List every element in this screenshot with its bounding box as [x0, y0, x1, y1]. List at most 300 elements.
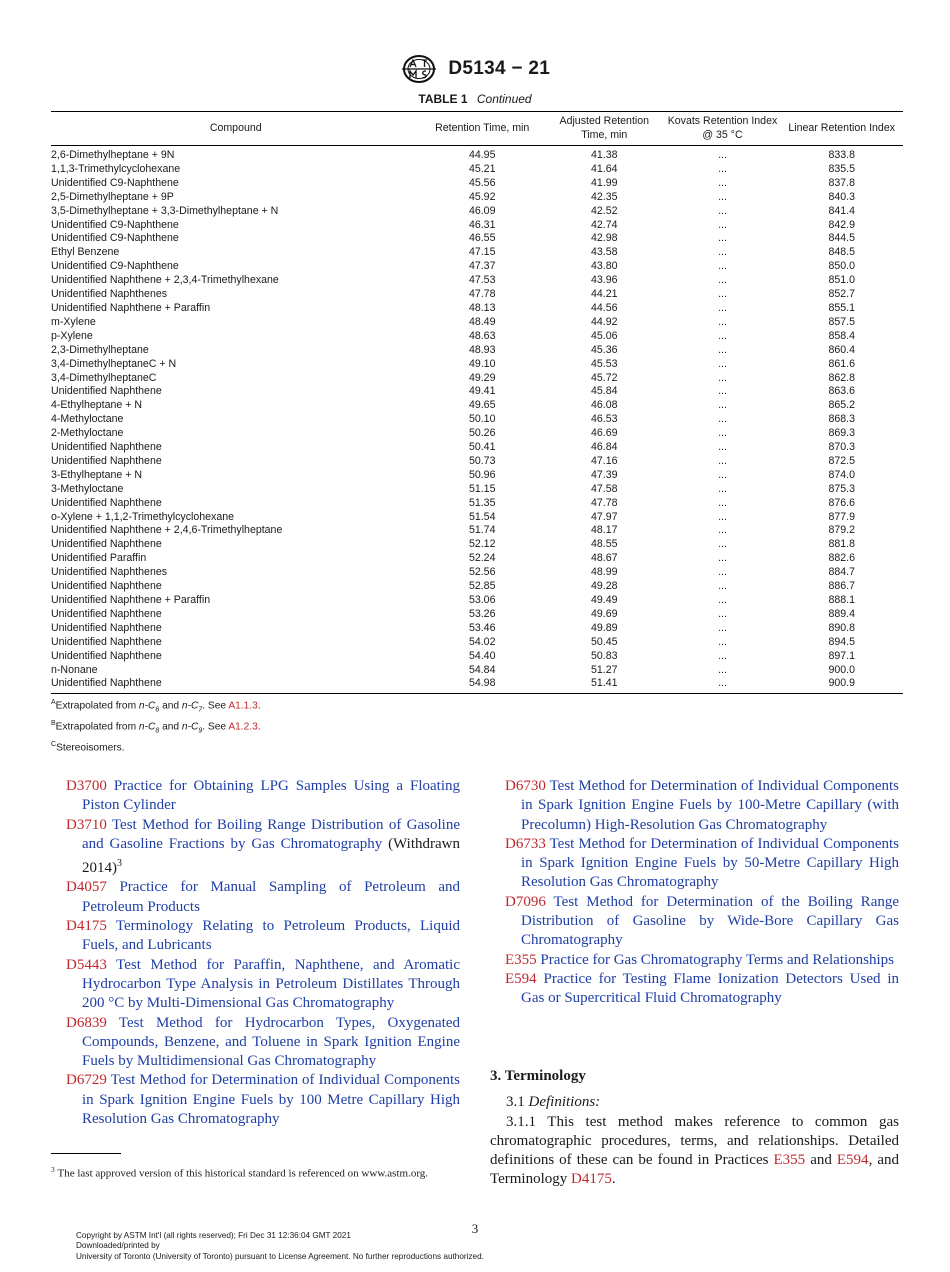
cell-rt: 51.74	[468, 524, 496, 537]
reference-code-link[interactable]: D6839	[66, 1014, 107, 1031]
cell-art: 51.41	[544, 677, 665, 693]
cell-art: 43.96	[591, 274, 618, 287]
link-d4175[interactable]: D4175	[571, 1171, 612, 1188]
table-row	[51, 566, 903, 580]
reference-title-link[interactable]: Practice for Testing Flame Ionization Detectors Used in Gas or Supercritical Fluid Chromatography	[521, 970, 899, 1007]
reference-code-link[interactable]: D7096	[505, 893, 546, 910]
cell-rt: 45.92	[468, 190, 496, 203]
cell-rt: 53.06	[468, 594, 496, 606]
table-header-row	[51, 112, 903, 146]
cell-lri: 886.7	[828, 580, 855, 593]
cell-rt: 54.02	[468, 635, 496, 648]
cell-lri: 881.8	[828, 538, 855, 551]
cell-lri: 882.6	[828, 552, 855, 565]
cell-kovats: ...	[718, 190, 727, 203]
cell-lri: 842.9	[828, 218, 855, 231]
cell-compound: Unidentified C9-Naphthene	[51, 260, 179, 273]
cell-kovats: ...	[718, 176, 727, 189]
table-row	[51, 469, 903, 483]
cell-kovats: ...	[718, 552, 727, 565]
table-row	[51, 483, 903, 497]
cell-kovats: ...	[718, 343, 727, 356]
link-e355[interactable]: E355	[773, 1152, 806, 1169]
cell-lri: 861.6	[828, 357, 855, 370]
cell-compound: Ethyl Benzene	[51, 246, 120, 259]
column-header: Compound	[51, 112, 420, 146]
cell-rt: 50.10	[468, 413, 496, 426]
cell-rt: 51.35	[468, 496, 496, 509]
reference-item	[66, 1014, 460, 1072]
cell-lri: 884.7	[828, 566, 855, 579]
cell-compound: Unidentified Naphthene	[51, 441, 162, 454]
cell-lri: 876.6	[828, 496, 855, 509]
cell-art: 44.92	[591, 315, 618, 328]
cell-rt: 45.21	[468, 162, 496, 175]
cell-art: 46.53	[591, 413, 618, 426]
table-note-b: $^B$Extrapolated from $n-C_8$ and $n-C_9$. See A1.2.3.	[51, 719, 261, 735]
cell-art: 43.58	[591, 246, 618, 259]
reference-item	[66, 956, 460, 1014]
cell-art: 48.99	[591, 566, 618, 579]
table-row	[51, 260, 903, 274]
table-row	[51, 636, 903, 650]
table-row	[51, 677, 903, 693]
footnote-divider	[51, 1153, 121, 1154]
cell-rt: 54.84	[468, 663, 496, 676]
cell-art: 45.84	[591, 385, 618, 398]
page-header	[0, 54, 950, 84]
cell-art: 42.74	[591, 218, 618, 231]
column-header: Retention Time, min	[420, 112, 543, 146]
cell-lri: 850.0	[828, 260, 855, 273]
cell-kovats: ...	[718, 315, 727, 328]
cell-rt: 47.53	[468, 274, 496, 287]
cell-rt: 53.26	[468, 607, 496, 620]
cell-art: 45.06	[591, 329, 618, 342]
cell-kovats: ...	[718, 649, 727, 662]
table-row	[51, 385, 903, 399]
table-row	[51, 344, 903, 358]
cell-rt: 48.49	[468, 315, 496, 328]
reference-item	[505, 893, 899, 951]
link-e594[interactable]: E594	[836, 1152, 869, 1169]
cell-compound: Unidentified Naphthene	[51, 385, 162, 398]
cell-rt: 54.40	[468, 649, 496, 662]
note-link-a1-1-3[interactable]: A1.1.3	[228, 700, 258, 712]
cell-art: 48.55	[591, 538, 618, 551]
cell-lri: 855.1	[828, 301, 855, 314]
table-row	[51, 274, 903, 288]
cell-kovats: ...	[718, 357, 727, 370]
table-row	[51, 524, 903, 538]
cell-rt: 46.09	[468, 204, 496, 217]
table-row	[51, 413, 903, 427]
table-row	[51, 232, 903, 246]
cell-rt: 49.29	[468, 371, 496, 384]
reference-title-link[interactable]: Practice for Manual Sampling of Petroleum and Petroleum Products	[82, 879, 460, 915]
reference-code-link[interactable]: E355	[505, 951, 537, 968]
cell-rt: 50.41	[468, 441, 496, 454]
cell-kovats: ...	[665, 677, 781, 693]
references-right-column	[505, 777, 899, 1009]
cell-lri: 833.8	[828, 149, 855, 161]
cell-compound: Unidentified C9-Naphthene	[51, 176, 179, 189]
reference-item	[66, 878, 460, 917]
cell-rt: 54.98	[420, 677, 543, 693]
cell-compound: Unidentified Naphthene	[51, 607, 162, 620]
cell-kovats: ...	[718, 510, 727, 523]
cell-rt: 48.63	[468, 329, 496, 342]
standard-designation: D5134 − 21	[448, 58, 551, 79]
cell-kovats: ...	[718, 635, 727, 648]
cell-art: 41.99	[591, 176, 618, 189]
cell-compound: Unidentified C9-Naphthene	[51, 218, 179, 231]
retention-table	[51, 111, 903, 694]
table-row	[51, 497, 903, 511]
cell-lri: 869.3	[828, 427, 855, 440]
cell-kovats: ...	[718, 524, 727, 537]
cell-kovats: ...	[718, 232, 727, 245]
cell-compound: Unidentified Naphthene	[51, 677, 420, 693]
table-row	[51, 580, 903, 594]
reference-title-link[interactable]: Test Method for Hydrocarbon Types, Oxygenated Compounds, Benzene, and Toluene in Spark Ignition Engine Fuels by Multidimensional Gas Chromatography	[82, 1014, 460, 1070]
definition-paragraph: 3.1.1 This test method makes reference to common gas chromatographic procedures, terms, and relationships. Detailed definitions of these can be found in Practices E355 and E594, and Terminology D4175.	[490, 1113, 899, 1188]
table-row	[51, 219, 903, 233]
cell-compound: 4-Ethylheptane + N	[51, 399, 142, 412]
cell-compound: n-Nonane	[51, 663, 98, 676]
cell-lri: 862.8	[828, 371, 855, 384]
table-row	[51, 146, 903, 163]
cell-compound: Unidentified Naphthene	[51, 496, 162, 509]
table-body	[51, 146, 903, 694]
cell-kovats: ...	[718, 288, 727, 301]
reference-code-link[interactable]: D6730	[505, 778, 546, 794]
cell-lri: 837.8	[828, 176, 855, 189]
reference-code-link[interactable]: D4057	[66, 879, 107, 896]
cell-lri: 851.0	[828, 274, 855, 287]
cell-compound: p-Xylene	[51, 329, 93, 342]
table-caption	[0, 92, 950, 106]
table-row	[51, 594, 903, 608]
cell-kovats: ...	[718, 260, 727, 273]
reference-item	[505, 970, 899, 1009]
reference-item	[66, 777, 460, 816]
table-row	[51, 316, 903, 330]
column-header: Adjusted Retention Time, min	[544, 112, 665, 146]
table-row	[51, 205, 903, 219]
cell-kovats: ...	[718, 663, 727, 676]
cell-compound: Unidentified Naphthenes	[51, 566, 168, 579]
reference-title-link[interactable]: Practice for Obtaining LPG Samples Using a Floating Piston Cylinder	[82, 778, 461, 814]
reference-title-link[interactable]: Test Method for Determination of Individual Components in Spark Ignition Engine Fuels by 100-Metre Capillary (with Precolumn) High-Resolution Gas Chromatography	[521, 778, 899, 833]
cell-art: 49.49	[591, 594, 618, 606]
cell-art: 48.17	[591, 524, 618, 537]
table-row	[51, 191, 903, 205]
references-left-column	[66, 777, 460, 1129]
cell-rt: 51.54	[468, 510, 496, 523]
cell-compound: 1,1,3-Trimethylcyclohexane	[51, 162, 181, 175]
table-row	[51, 246, 903, 260]
table-row	[51, 302, 903, 316]
cell-compound: 3-Ethylheptane + N	[51, 468, 142, 481]
reference-title-link[interactable]: Test Method for Boiling Range Distribution of Gasoline and Gasoline Fractions by Gas Chromatography	[82, 816, 461, 852]
table-row	[51, 427, 903, 441]
cell-lri: 863.6	[828, 385, 855, 398]
cell-rt: 49.41	[468, 385, 496, 398]
reference-item	[505, 777, 899, 835]
cell-lri: 894.5	[828, 635, 855, 648]
cell-art: 45.53	[591, 357, 618, 370]
cell-compound: 2,3-Dimethylheptane	[51, 343, 149, 356]
cell-lri: 840.3	[828, 190, 855, 203]
cell-kovats: ...	[718, 607, 727, 620]
cell-lri: 888.1	[828, 594, 855, 606]
cell-kovats: ...	[718, 274, 727, 287]
reference-code-link[interactable]: D3700	[66, 778, 107, 794]
cell-art: 50.83	[591, 649, 618, 662]
reference-title-link[interactable]: Test Method for Determination of Individual Components in Spark Ignition Engine Fuels by 50-Metre Capillary High Resolution Gas Chromatography	[521, 835, 899, 891]
cell-rt: 53.46	[468, 621, 496, 634]
reference-note: (Withdrawn 2014)	[82, 835, 460, 877]
cell-art: 47.78	[591, 496, 618, 509]
cell-rt: 48.13	[468, 301, 496, 314]
cell-rt: 47.37	[468, 260, 496, 273]
cell-art: 44.56	[591, 301, 618, 314]
cell-lri: 852.7	[828, 288, 855, 301]
cell-kovats: ...	[718, 538, 727, 551]
column-header: Linear Retention Index	[780, 112, 903, 146]
table-row	[51, 288, 903, 302]
cell-art: 48.67	[591, 552, 618, 565]
reference-title-link[interactable]: Terminology Relating to Petroleum Products, Liquid Fuels, and Lubricants	[82, 918, 460, 954]
cell-art: 46.84	[591, 441, 618, 454]
table-row	[51, 455, 903, 469]
table-row	[51, 622, 903, 636]
cell-art: 51.27	[591, 663, 618, 676]
reference-item	[505, 835, 899, 893]
reference-item	[505, 951, 899, 970]
cell-kovats: ...	[718, 413, 727, 426]
cell-compound: 3,5-Dimethylheptane + 3,3-Dimethylheptane + N	[51, 204, 279, 217]
cell-art: 47.16	[591, 454, 618, 467]
table-row	[51, 538, 903, 552]
cell-compound: Unidentified Naphthene	[51, 649, 162, 662]
table-row	[51, 650, 903, 664]
copyright-notice: Copyright by ASTM Int'l (all rights reserved); Fri Dec 31 12:36:04 GMT 2021 Downloaded/printed by University of Toronto (University of Toronto) pursuant to License Agreement. No further reproductions authorized.	[76, 1231, 484, 1261]
page-number: 3	[471, 1221, 479, 1236]
reference-code-link[interactable]: D5443	[66, 956, 107, 973]
cell-art: 47.58	[591, 482, 618, 495]
cell-rt: 52.85	[468, 580, 496, 593]
cell-compound: 2-Methyloctane	[51, 427, 124, 440]
footnote-marker: 3	[117, 858, 122, 870]
cell-lri: 870.3	[828, 441, 855, 454]
cell-art: 43.80	[591, 260, 618, 273]
cell-rt: 50.96	[468, 468, 496, 481]
cell-kovats: ...	[718, 385, 727, 398]
reference-item	[66, 917, 460, 956]
reference-title-link[interactable]: Test Method for Determination of the Boiling Range Distribution of Gasoline by Wide-Bore Capillary Gas Chromatography	[521, 893, 900, 949]
reference-item	[66, 1071, 460, 1129]
cell-art: 42.98	[591, 232, 618, 245]
cell-kovats: ...	[718, 580, 727, 593]
cell-kovats: ...	[718, 371, 727, 384]
cell-compound: Unidentified Naphthene + 2,4,6-Trimethylheptane	[51, 524, 283, 537]
definitions-subheading: 3.1 Definitions:	[506, 1094, 601, 1111]
cell-rt: 46.55	[468, 232, 496, 245]
cell-rt: 47.15	[468, 246, 496, 259]
table-note-a: $^A$Extrapolated from $n-C_6$ and $n-C_7$. See A1.1.3.	[51, 699, 261, 714]
cell-lri: 868.3	[828, 413, 855, 426]
cell-compound: 3,4-DimethylheptaneC	[51, 371, 157, 384]
cell-art: 44.21	[591, 288, 618, 301]
reference-code-link[interactable]: D6729	[66, 1072, 107, 1089]
cell-rt: 52.56	[468, 566, 496, 579]
table-row	[51, 441, 903, 455]
reference-title-link[interactable]: Practice for Gas Chromatography Terms and Relationships	[540, 951, 895, 968]
cell-compound: Unidentified Naphthene + Paraffin	[51, 301, 211, 314]
reference-code-link[interactable]: D6733	[505, 835, 546, 852]
cell-compound: Unidentified Paraffin	[51, 552, 147, 565]
cell-art: 49.89	[591, 621, 618, 634]
cell-rt: 46.31	[468, 218, 496, 231]
table-row	[51, 608, 903, 622]
table-row	[51, 552, 903, 566]
table-row	[51, 177, 903, 191]
cell-kovats: ...	[718, 162, 727, 175]
reference-title-link[interactable]: Test Method for Determination of Individual Components in Spark Ignition Engine Fuels by 100 Metre Capillary High Resolution Gas Chromatography	[82, 1072, 460, 1128]
cell-compound: Unidentified Naphthene + 2,3,4-Trimethylhexane	[51, 274, 279, 287]
cell-lri: 900.9	[780, 677, 903, 693]
cell-rt: 50.73	[468, 454, 496, 467]
table-row	[51, 511, 903, 525]
reference-title-link[interactable]: Test Method for Paraffin, Naphthene, and Aromatic Hydrocarbon Type Analysis in Petroleum Distillates Through 200 °C by Multi-Dimensional Gas Chromatography	[82, 956, 460, 1012]
cell-lri: 865.2	[828, 399, 855, 412]
cell-rt: 49.10	[468, 357, 496, 370]
table-row	[51, 358, 903, 372]
terminology-section	[490, 1067, 899, 1190]
cell-lri: 877.9	[828, 510, 855, 523]
table-row	[51, 163, 903, 177]
table-continued: Continued	[476, 92, 532, 106]
cell-rt: 51.15	[468, 482, 496, 495]
cell-art: 41.38	[591, 149, 618, 161]
cell-art: 49.69	[591, 607, 618, 620]
cell-kovats: ...	[718, 301, 727, 314]
table-row	[51, 330, 903, 344]
cell-rt: 44.95	[468, 149, 496, 161]
cell-kovats: ...	[718, 441, 727, 454]
cell-compound: Unidentified Naphthene	[51, 538, 162, 551]
cell-compound: 3,4-DimethylheptaneC + N	[51, 357, 177, 370]
cell-kovats: ...	[718, 621, 727, 634]
cell-lri: 860.4	[828, 343, 855, 356]
cell-compound: Unidentified Naphthenes	[51, 288, 168, 301]
cell-kovats: ...	[718, 149, 727, 161]
cell-rt: 47.78	[468, 288, 496, 301]
table-row	[51, 399, 903, 413]
cell-kovats: ...	[718, 454, 727, 467]
cell-lri: 848.5	[828, 246, 855, 259]
cell-art: 47.97	[591, 510, 618, 523]
cell-compound: Unidentified Naphthene	[51, 621, 162, 634]
cell-compound: m-Xylene	[51, 315, 96, 328]
cell-compound: 3-Methyloctane	[51, 482, 124, 495]
cell-art: 49.28	[591, 580, 618, 593]
reference-code-link[interactable]: D3710	[66, 816, 107, 833]
cell-kovats: ...	[718, 329, 727, 342]
cell-compound: Unidentified Naphthene + Paraffin	[51, 594, 211, 606]
cell-art: 42.52	[591, 204, 618, 217]
cell-lri: 890.8	[828, 621, 855, 634]
cell-kovats: ...	[718, 399, 727, 412]
cell-lri: 835.5	[828, 162, 855, 175]
cell-kovats: ...	[718, 594, 727, 606]
cell-compound: Unidentified Naphthene	[51, 635, 162, 648]
cell-compound: o-Xylene + 1,1,2-Trimethylcyclohexane	[51, 510, 235, 523]
cell-compound: 2,5-Dimethylheptane + 9P	[51, 190, 174, 203]
cell-lri: 872.5	[828, 454, 855, 467]
cell-art: 50.45	[591, 635, 618, 648]
table-row	[51, 664, 903, 678]
cell-kovats: ...	[718, 482, 727, 495]
cell-rt: 48.93	[468, 343, 496, 356]
cell-kovats: ...	[718, 566, 727, 579]
cell-lri: 841.4	[828, 204, 855, 217]
table-notes	[51, 696, 261, 755]
cell-art: 41.64	[591, 162, 618, 175]
cell-lri: 844.5	[828, 232, 855, 245]
cell-lri: 889.4	[828, 607, 855, 620]
cell-kovats: ...	[718, 468, 727, 481]
cell-kovats: ...	[718, 246, 727, 259]
cell-art: 42.35	[591, 190, 618, 203]
reference-code-link[interactable]: E594	[505, 970, 537, 987]
cell-rt: 50.26	[468, 427, 496, 440]
cell-kovats: ...	[718, 496, 727, 509]
cell-art: 45.36	[591, 343, 618, 356]
cell-compound: Unidentified Naphthene	[51, 454, 162, 467]
reference-code-link[interactable]: D4175	[66, 918, 107, 935]
cell-rt: 45.56	[468, 176, 496, 189]
cell-lri: 875.3	[828, 482, 855, 495]
cell-art: 47.39	[591, 468, 618, 481]
cell-kovats: ...	[718, 218, 727, 231]
cell-rt: 49.65	[468, 399, 496, 412]
table-number: TABLE 1	[418, 92, 468, 106]
reference-item	[66, 816, 460, 879]
table-note-c: $^C$Stereoisomers.	[51, 740, 125, 754]
cell-compound: 2,6-Dimethylheptane + 9N	[51, 149, 175, 161]
cell-compound: Unidentified Naphthene	[51, 580, 162, 593]
cell-compound: 4-Methyloctane	[51, 413, 124, 426]
cell-art: 46.69	[591, 427, 618, 440]
cell-art: 45.72	[591, 371, 618, 384]
cell-lri: 857.5	[828, 315, 855, 328]
column-header: Kovats Retention Index @ 35 °C	[665, 112, 781, 146]
note-link-a1-2-3[interactable]: A1.2.3	[228, 721, 258, 733]
cell-lri: 874.0	[828, 468, 855, 481]
cell-lri: 897.1	[828, 649, 855, 662]
cell-kovats: ...	[718, 427, 727, 440]
astm-logo-icon	[400, 54, 438, 84]
cell-lri: 879.2	[828, 524, 855, 537]
table-row	[51, 372, 903, 386]
cell-art: 46.08	[591, 399, 618, 412]
cell-lri: 900.0	[828, 663, 855, 676]
section-heading: 3. Terminology	[490, 1068, 586, 1084]
footnote: $^3$ The last approved version of this historical standard is referenced on www.astm.org.	[51, 1165, 429, 1180]
